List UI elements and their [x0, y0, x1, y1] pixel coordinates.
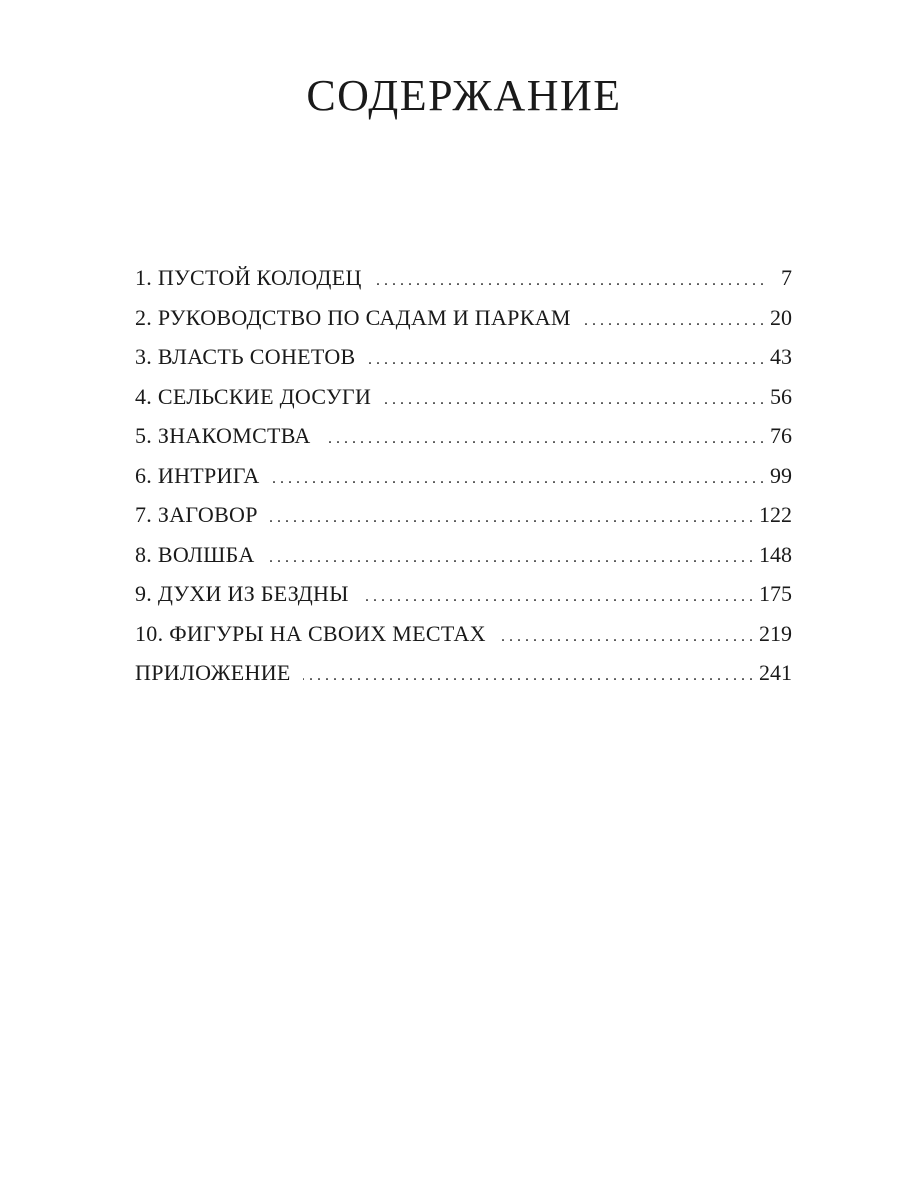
toc-entry-page: 122 — [759, 502, 792, 527]
dot-leader — [303, 656, 753, 696]
toc-entry-page: 219 — [759, 620, 792, 646]
toc-entry-title: ПРИЛОЖЕНИЕ — [135, 660, 291, 685]
toc-entry-title: 3. ВЛАСТЬ СОНЕТОВ — [135, 344, 356, 369]
toc-entry-title: 2. РУКОВОДСТВО ПО САДАМ И ПАРКАМ — [135, 304, 571, 330]
toc-entry-title: 5. ЗНАКОМСТВА — [135, 423, 311, 448]
page-title: СОДЕРЖАНИЕ — [306, 71, 622, 120]
toc-entry-title: 6. ИНТРИГА — [135, 462, 260, 488]
dot-leader — [323, 419, 764, 459]
toc-entry-title: 10. ФИГУРЫ НА СВОИХ МЕСТАХ — [135, 620, 486, 646]
toc-entry[interactable] — [135, 653, 792, 693]
toc-entry-page: 175 — [759, 581, 792, 606]
toc-entry-title: 4. СЕЛЬСКИЕ ДОСУГИ — [135, 383, 372, 409]
dot-leader — [361, 577, 753, 617]
toc-entry[interactable] — [135, 614, 792, 654]
dot-leader — [583, 301, 764, 341]
toc-entry-page: 241 — [759, 660, 792, 685]
toc-entry[interactable] — [135, 495, 792, 535]
toc-entry-page: 56 — [770, 383, 792, 409]
dot-leader — [383, 380, 764, 420]
toc-entry-page: 20 — [770, 304, 792, 330]
toc-entry[interactable] — [135, 377, 792, 417]
toc-entry-title: 7. ЗАГОВОР — [135, 502, 258, 527]
table-of-contents — [135, 258, 792, 693]
toc-entry-page: 76 — [770, 423, 792, 448]
toc-entry[interactable] — [135, 337, 792, 377]
dot-leader — [267, 538, 753, 578]
toc-entry-page: 99 — [770, 462, 792, 488]
toc-entry-page: 7 — [781, 265, 792, 290]
toc-entry-title: 8. ВОЛШБА — [135, 541, 255, 567]
toc-entry-page: 43 — [770, 344, 792, 369]
toc-entry[interactable] — [135, 456, 792, 496]
toc-entry[interactable] — [135, 574, 792, 614]
toc-entry[interactable] — [135, 416, 792, 456]
toc-entry[interactable] — [135, 298, 792, 338]
toc-entry[interactable] — [135, 258, 792, 298]
dot-leader — [498, 617, 753, 657]
dot-leader — [272, 459, 764, 499]
dot-leader — [368, 340, 765, 380]
dot-leader — [374, 261, 764, 301]
dot-leader — [270, 498, 753, 538]
toc-entry-page: 148 — [759, 541, 792, 567]
toc-entry-title: 1. ПУСТОЙ КОЛОДЕЦ — [135, 265, 362, 290]
toc-entry[interactable] — [135, 535, 792, 575]
toc-entry-title: 9. ДУХИ ИЗ БЕЗДНЫ — [135, 581, 349, 606]
